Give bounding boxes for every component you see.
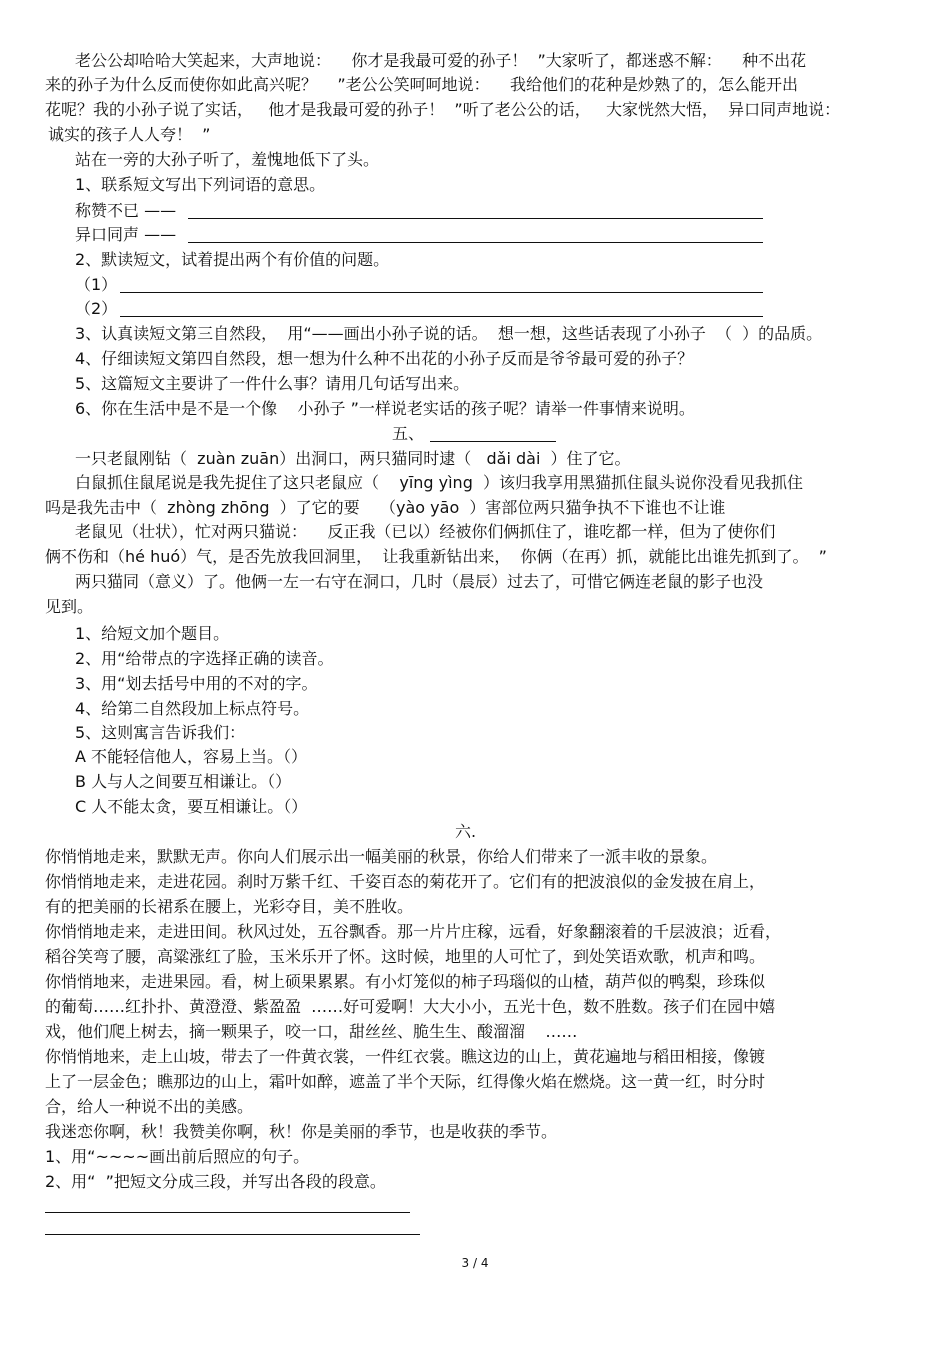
story-line: 来的孙子为什么反而使你如此高兴呢？ ”老公公笑呵呵地说： 我给他们的花种是炒熟了的，怎么能开出 bbox=[45, 75, 798, 94]
page-number: 3 / 4 bbox=[461, 1256, 489, 1270]
title-blank[interactable] bbox=[430, 441, 556, 442]
story-line: 见到。 bbox=[45, 597, 94, 616]
story-line: 你悄悄地来，走进果园。看，树上硕果累累。有小灯笼似的柿子玛瑙似的山楂，葫芦似的鸭梨，珍珠似 bbox=[45, 972, 766, 991]
story-line: 两只猫同（意义）了。他俩一左一右守在洞口，几时（晨辰）过去了，可惜它俩连老鼠的影子也没 bbox=[75, 572, 764, 591]
answer-line[interactable] bbox=[188, 218, 763, 219]
answer-line[interactable] bbox=[45, 1212, 410, 1213]
question: 1、给短文加个题目。 bbox=[75, 624, 230, 643]
term-label: 称赞不已 —— bbox=[75, 201, 177, 220]
answer-line[interactable] bbox=[120, 292, 763, 293]
answer-line[interactable] bbox=[188, 242, 763, 243]
story-line: 诚实的孩子人人夸！ ” bbox=[48, 125, 211, 144]
question-number: （1） bbox=[75, 275, 118, 294]
term-label: 异口同声 —— bbox=[75, 225, 177, 244]
story-line: 一只老鼠刚钻（ zuàn zuān）出洞口，两只猫同时逮（ dǎi dài ）住了它。 bbox=[75, 449, 631, 468]
question: 1、联系短文写出下列词语的意思。 bbox=[75, 175, 326, 194]
story-line: 老鼠见（壮状），忙对两只猫说： 反正我（已以）经被你们俩抓住了，谁吃都一样，但为了使你们 bbox=[75, 522, 776, 541]
question: 2、默读短文，试着提出两个有价值的问题。 bbox=[75, 250, 390, 269]
question: 2、用“ ”把短文分成三段，并写出各段的段意。 bbox=[45, 1172, 386, 1191]
story-line: 合，给人一种说不出的美感。 bbox=[45, 1097, 254, 1116]
answer-line[interactable] bbox=[120, 316, 763, 317]
story-line: 老公公却哈哈大笑起来，大声地说： 你才是我最可爱的孙子！ ”大家听了，都迷惑不解： 种不出花 bbox=[75, 51, 807, 70]
choice-option[interactable]: A 不能轻信他人，容易上当。（） bbox=[75, 747, 308, 766]
choice-option[interactable]: B 人与人之间要互相谦让。（） bbox=[75, 772, 292, 791]
story-line: 站在一旁的大孙子听了，羞愧地低下了头。 bbox=[75, 150, 380, 169]
question: 4、给第二自然段加上标点符号。 bbox=[75, 699, 310, 718]
question: 3、用“划去括号中用的不对的字。 bbox=[75, 674, 318, 693]
question: 5、这篇短文主要讲了一件什么事？请用几句话写出来。 bbox=[75, 374, 470, 393]
story-line: 俩不伤和（hé huó）气，是否先放我回洞里， 让我重新钻出来， 你俩（在再）抓，就能比出谁先抓到了。 ” bbox=[45, 547, 827, 566]
section-heading: 六. bbox=[455, 822, 477, 841]
story-line: 你悄悄地走来，默默无声。你向人们展示出一幅美丽的秋景，你给人们带来了一派丰收的景象。 bbox=[45, 847, 718, 866]
choice-option[interactable]: C 人不能太贪，要互相谦让。（） bbox=[75, 797, 308, 816]
answer-line[interactable] bbox=[45, 1234, 420, 1235]
question: 2、用“给带点的字选择正确的读音。 bbox=[75, 649, 334, 668]
story-line: 上了一层金色；瞧那边的山上，霜叶如醉，遮盖了半个天际，红得像火焰在燃烧。这一黄一红，时分时 bbox=[45, 1072, 766, 1091]
question: 3、认真读短文第三自然段， 用“——画出小孙子说的话。 想一想，这些话表现了小孙子 （ ）的品质。 bbox=[75, 324, 823, 343]
story-line: 白鼠抓住鼠尾说是我先捉住了这只老鼠应（ yīng yìng ）该归我享用黑猫抓住鼠头说你没看见我抓住 bbox=[75, 473, 804, 492]
question: 4、仔细读短文第四自然段，想一想为什么种不出花的小孙子反而是爷爷最可爱的孙子？ bbox=[75, 349, 694, 368]
story-line: 你悄悄地走来，走进田间。秋风过处，五谷飘香。那一片片庄稼，远看，好象翻滚着的千层波浪；近看， bbox=[45, 922, 782, 941]
section-heading: 五、 bbox=[392, 424, 425, 443]
story-line: 我迷恋你啊，秋！我赞美你啊，秋！你是美丽的季节，也是收获的季节。 bbox=[45, 1122, 558, 1141]
story-line: 有的把美丽的长裙系在腰上，光彩夺目，美不胜收。 bbox=[45, 897, 414, 916]
story-line: 的葡萄……红扑扑、黄澄澄、紫盈盈 ……好可爱啊！大大小小，五光十色，数不胜数。孩子们在园中嬉 bbox=[45, 997, 776, 1016]
question: 1、用“~~~~画出前后照应的句子。 bbox=[45, 1147, 310, 1166]
story-line: 戏，他们爬上树去，摘一颗果子，咬一口，甜丝丝、脆生生、酸溜溜 …… bbox=[45, 1022, 578, 1041]
story-line: 花呢？我的小孙子说了实话， 他才是我最可爱的孙子！ ”听了老公公的话， 大家恍然大悟， 异口同声地说： bbox=[45, 100, 841, 119]
question: 6、你在生活中是不是一个像 小孙子 ”一样说老实话的孩子呢？请举一件事情来说明。 bbox=[75, 399, 695, 418]
story-line: 你悄悄地走来，走进花园。刹时万紫千红、千姿百态的菊花开了。它们有的把波浪似的金发披在肩上， bbox=[45, 872, 766, 891]
story-line: 稻谷笑弯了腰，高粱涨红了脸，玉米乐开了怀。这时候，地里的人可忙了，到处笑语欢歌，机声和鸣。 bbox=[45, 947, 766, 966]
story-line: 你悄悄地来，走上山坡，带去了一件黄衣裳，一件红衣裳。瞧这边的山上，黄花遍地与稻田相接，像镀 bbox=[45, 1047, 766, 1066]
question-number: （2） bbox=[75, 299, 118, 318]
question: 5、这则寓言告诉我们： bbox=[75, 723, 246, 742]
story-line: 吗是我先击中（ zhòng zhōng ）了它的要 （yào yāo ）害部位两只猫争执不下谁也不让谁 bbox=[45, 498, 726, 517]
